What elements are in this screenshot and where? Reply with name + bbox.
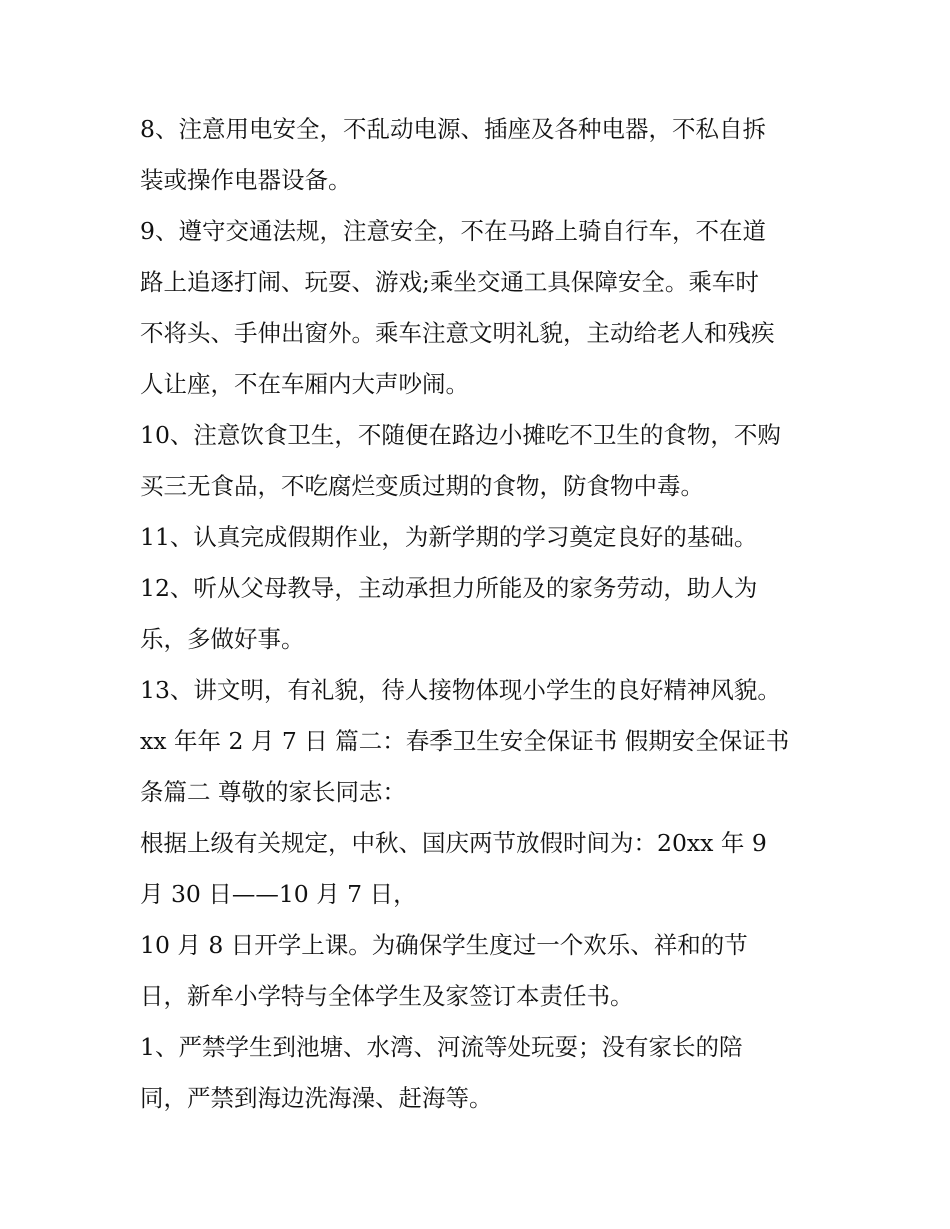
text-line: 10、注意饮食卫生，不随便在路边小摊吃不卫生的食物，不购 bbox=[140, 421, 781, 449]
text-line: 人让座，不在车厢内大声吵闹。 bbox=[140, 370, 469, 398]
text-line: 1、严禁学生到池塘、水湾、河流等处玩耍；没有家长的陪 bbox=[140, 1033, 743, 1061]
text-line: 不将头、手伸出窗外。乘车注意文明礼貌，主动给老人和残疾 bbox=[140, 319, 775, 347]
text-line: 同，严禁到海边洗海澡、赶海等。 bbox=[140, 1084, 493, 1112]
text-line: 装或操作电器设备。 bbox=[140, 166, 352, 194]
text-line: 日，新牟小学特与全体学生及家签订本责任书。 bbox=[140, 982, 634, 1010]
text-line: 买三无食品，不吃腐烂变质过期的食物，防食物中毒。 bbox=[140, 472, 704, 500]
text-line: 13、讲文明，有礼貌，待人接物体现小学生的良好精神风貌。 bbox=[140, 676, 781, 704]
text-line: 月 30 日——10 月 7 日， bbox=[140, 880, 417, 908]
text-line: 条篇二 尊敬的家长同志： bbox=[140, 778, 406, 806]
text-line: 根据上级有关规定，中秋、国庆两节放假时间为：20xx 年 9 bbox=[140, 829, 767, 857]
text-line: 11、认真完成假期作业，为新学期的学习奠定良好的基础。 bbox=[140, 523, 758, 551]
text-line: 8、注意用电安全，不乱动电源、插座及各种电器，不私自拆 bbox=[140, 115, 766, 143]
text-line: 12、听从父母教导，主动承担力所能及的家务劳动，助人为 bbox=[140, 574, 758, 602]
text-line: 乐，多做好事。 bbox=[140, 625, 305, 653]
text-line: 路上追逐打闹、玩耍、游戏;乘坐交通工具保障安全。乘车时 bbox=[140, 268, 759, 296]
text-line: 9、遵守交通法规，注意安全，不在马路上骑自行车，不在道 bbox=[140, 217, 766, 245]
document-body bbox=[140, 104, 830, 1124]
text-line: 10 月 8 日开学上课。为确保学生度过一个欢乐、祥和的节 bbox=[140, 931, 748, 959]
text-line: xx 年年 2 月 7 日 篇二：春季卫生安全保证书 假期安全保证书 bbox=[140, 727, 790, 755]
